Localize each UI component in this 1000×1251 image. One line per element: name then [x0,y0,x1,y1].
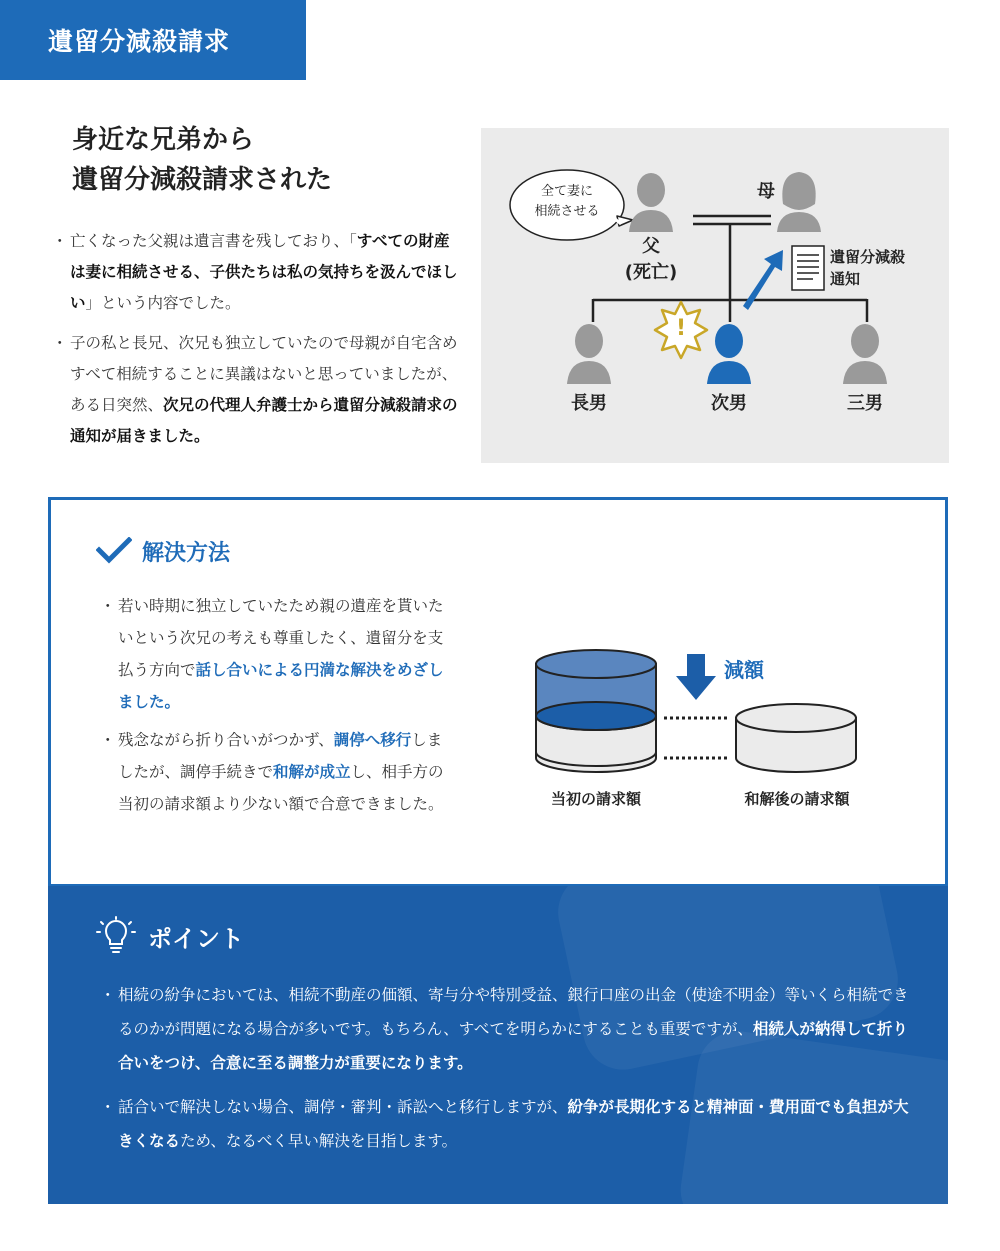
case-item-1 [54,226,459,319]
point-item-1-emphasis: 相続人が納得して折り合いをつけ、合意に至る調整力が重要になります。 [118,1020,908,1072]
case-item-1-text: 亡くなった父親は遺言書を残しており、「 [70,232,357,250]
solution-heading [96,533,230,569]
point-title: ポイント [148,924,244,953]
solution-list [100,590,445,826]
solution-item-1-text: 若い時期に独立していたため親の遺産を貰いたいという次兄の考えも尊重したく、遺留分を支払う方向で [118,597,444,679]
document-icon [792,246,824,290]
case-item-1-text-end: 」という内容でした。 [85,294,241,312]
point-item-2-text: 話合いで解決しない場合、調停・審判・訴訟へと移行しますが、 [118,1098,568,1116]
section-header-label: 遺留分減殺請求 [48,27,231,56]
case-description-list [54,226,459,461]
third-son-icon [843,324,887,384]
point-item-1 [100,978,910,1080]
settled-claim-cylinder [736,704,856,772]
solution-item-2-text-2: しましたが、調停手続きで [118,731,443,781]
eldest-son-icon [567,324,611,384]
point-item-1-text: 相続の紛争においては、相続不動産の価額、寄与分や特別受益、銀行口座の出金（使途不明金）等いくら相続できるのかが問題になる場合が多いです。もちろん、すべてを明らかにすることも重要ですが、 [118,986,909,1038]
point-box [48,886,948,1204]
case-item-2 [54,328,459,452]
solution-title: 解決方法 [142,540,231,566]
speech-bubble-text: 全て妻に 相続させる [534,184,600,219]
solution-item-2-text: 残念ながら折り合いがつかず、 [118,731,334,749]
section-header-tab [0,0,306,80]
second-son-label: 次男 [711,393,747,414]
father-note: (死亡) [624,262,678,283]
solution-item-2-emphasis-1: 調停へ移行 [333,731,412,749]
solution-item-2-text-3: し、相手方の当初の請求額より少ない額で合意できました。 [118,763,444,813]
initial-claim-label: 当初の請求額 [550,790,641,808]
case-title-line1: 身近な兄弟から [72,125,255,155]
second-son-icon [707,324,751,384]
reduction-label: 減額 [724,658,764,682]
father-label: 父 [642,236,660,257]
mother-label: 母 [757,181,775,202]
point-item-2-text-end: ため、なるべく早い解決を目指します。 [180,1132,458,1150]
solution-item-1 [100,590,445,718]
notice-label: 遺留分減殺 通知 [830,248,906,288]
reduction-arrow-icon [676,654,716,700]
point-list [100,978,910,1168]
point-heading [96,916,244,956]
settled-claim-label: 和解後の請求額 [744,790,850,808]
point-item-2-emphasis: 紛争が長期化すると精神面・費用面でも負担が大きくなる [118,1098,909,1150]
case-item-2-emphasis: 次兄の代理人弁護士から遺留分減殺請求の通知が届きました。 [70,396,458,445]
solution-item-1-emphasis: 話し合いによる円満な解決をめざしました。 [118,661,444,711]
alert-mark: ! [675,316,687,341]
third-son-label: 三男 [847,393,883,414]
point-item-2 [100,1090,910,1158]
lightbulb-icon [96,916,136,956]
case-item-2-text: 子の私と長兄、次兄も独立していたので母親が自宅含めすべて相続することに異議はないと思っていましたが、ある日突然、 [70,334,458,414]
family-diagram [481,128,949,463]
eldest-son-label: 長男 [571,393,607,414]
solution-item-2-emphasis-2: 和解が成立 [273,763,351,781]
case-title [72,120,472,200]
case-item-1-emphasis: すべての財産は妻に相続させる、子供たちは私の気持ちを汲んでほしい [70,232,458,312]
case-title-line2: 遺留分減殺請求された [72,165,333,195]
initial-claim-cylinder [536,650,656,772]
solution-item-2 [100,724,445,820]
father-person-icon [629,173,673,232]
checkmark-icon [96,537,132,565]
